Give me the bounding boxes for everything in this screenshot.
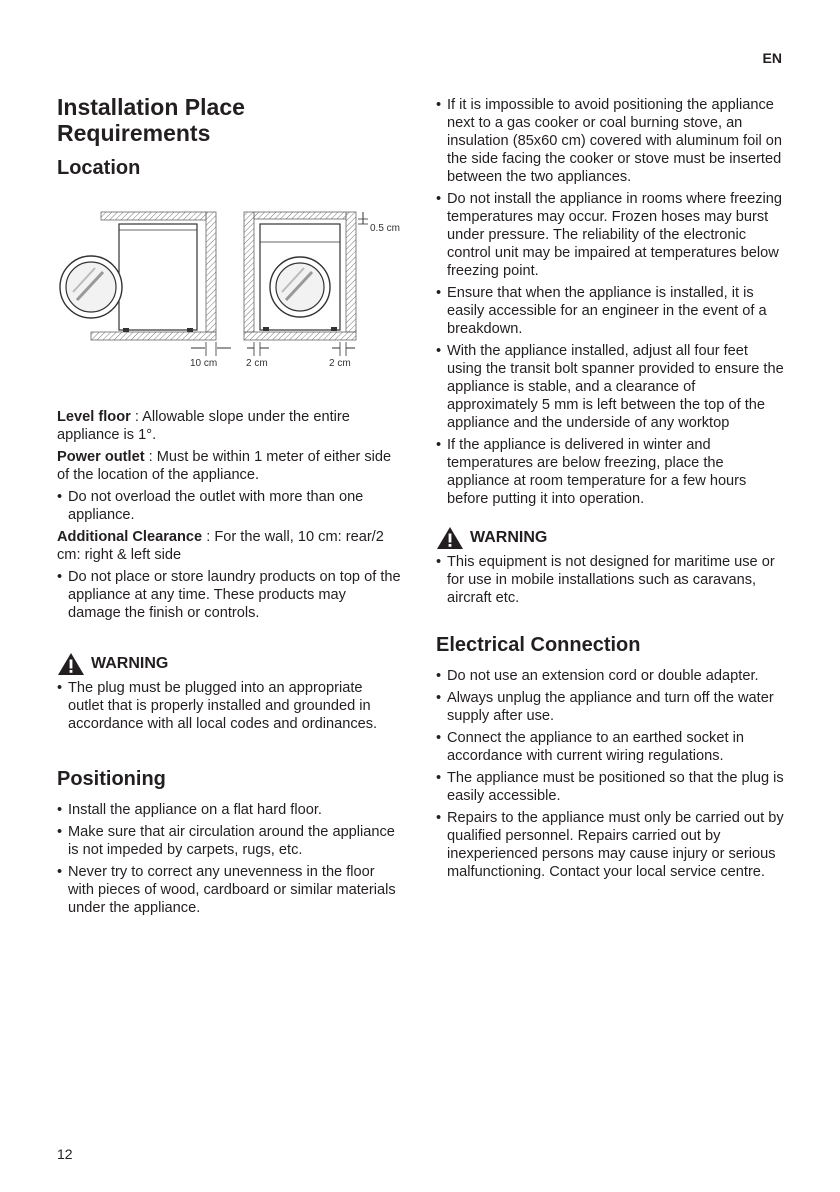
label-right-clearance: 2 cm — [329, 358, 351, 369]
level-floor-label: Level floor — [57, 409, 131, 425]
list-item: • Ensure that when the appliance is installed, it is easily accessible for an engineer in the event of a breakdown. — [436, 284, 786, 338]
list-item: • Never try to correct any unevenness in the floor with pieces of wood, cardboard or similar materials under the appliance. — [57, 863, 402, 917]
warning-list — [436, 553, 786, 607]
warning-title: WARNING — [470, 529, 548, 546]
label-left-clearance: 2 cm — [246, 358, 268, 369]
warning-title: WARNING — [91, 655, 169, 672]
page-title: Installation Place Requirements — [57, 94, 245, 146]
level-floor-text — [57, 408, 402, 444]
list-item: • Do not use an extension cord or double adapter. — [436, 667, 786, 685]
page-number: 12 — [57, 1146, 73, 1162]
power-outlet-text — [57, 448, 402, 484]
clearance-desc: : For the wall, 10 cm: rear/2 cm: right & left side — [57, 529, 384, 563]
location-heading: Location — [57, 157, 141, 179]
warning-list — [57, 679, 402, 733]
label-top-clearance: 0.5 cm — [370, 223, 401, 234]
list-item: • Make sure that air circulation around the appliance is not impeded by carpets, rugs, etc. — [57, 823, 402, 859]
power-outlet-desc: : Must be within 1 meter of either side of the location of the appliance. — [57, 449, 392, 483]
clearance-label: Additional Clearance — [57, 529, 203, 545]
list-item: • With the appliance installed, adjust all four feet using the transit bolt spanner provided to ensure the appliance is stable, and a clearance of approximately 5 mm is left between the top of the appliance and the underside of any worktop — [436, 342, 786, 432]
list-item: • The plug must be plugged into an appropriate outlet that is properly installed and grounded in accordance with all local codes and ordinances. — [57, 679, 402, 733]
language-code: EN — [762, 50, 782, 66]
list-item: • Connect the appliance to an earthed socket in accordance with current wiring regulations. — [436, 729, 786, 765]
left-column — [57, 94, 402, 921]
electrical-list — [436, 667, 786, 881]
list-item: • If the appliance is delivered in winter and temperatures are below freezing, place the appliance at room temperature for a few hours before putting it into operation. — [436, 436, 786, 508]
installation-clearance-diagram — [57, 210, 407, 370]
warning-heading — [436, 526, 786, 550]
list-item: • Always unplug the appliance and turn off the water supply after use. — [436, 689, 786, 725]
clearance-text — [57, 528, 402, 564]
front-view-illustration — [244, 212, 368, 356]
side-view-illustration — [60, 212, 231, 356]
list-item: • Do not place or store laundry products on top of the appliance at any time. These products may damage the finish or controls. — [57, 568, 402, 622]
warning-triangle-icon — [57, 652, 85, 676]
warning-triangle-icon — [436, 526, 464, 550]
list-item: • Install the appliance on a flat hard floor. — [57, 801, 402, 819]
list-item: • If it is impossible to avoid positioning the appliance next to a gas cooker or coal burning stove, an insulation (85x60 cm) covered with aluminum foil on the side facing the cooker or stove must be inserted between the two appliances. — [436, 96, 786, 186]
list-item: • This equipment is not designed for maritime use or for use in mobile installations such as caravans, aircraft etc. — [436, 553, 786, 607]
list-item: • Do not overload the outlet with more than one appliance. — [57, 488, 402, 524]
list-item: • Repairs to the appliance must only be carried out by qualified personnel. Repairs carried out by inexperienced persons may cause injury or serious malfunctioning. Contact your local service centre. — [436, 809, 786, 881]
clearance-list — [57, 568, 402, 622]
positioning-heading: Positioning — [57, 768, 166, 790]
right-column — [436, 96, 786, 885]
label-rear-clearance: 10 cm — [190, 358, 218, 369]
level-floor-desc: : Allowable slope under the entire appliance is 1°. — [57, 409, 350, 443]
power-outlet-list — [57, 488, 402, 524]
warning-heading — [57, 652, 402, 676]
list-item: • Do not install the appliance in rooms where freezing temperatures may occur. Frozen hoses may burst under pressure. The reliability of the electronic control unit may be impaired at temperatures below freezing point. — [436, 190, 786, 280]
list-item: • The appliance must be positioned so that the plug is easily accessible. — [436, 769, 786, 805]
electrical-heading: Electrical Connection — [436, 634, 641, 656]
installation-list — [436, 96, 786, 508]
power-outlet-label: Power outlet — [57, 449, 145, 465]
positioning-list — [57, 801, 402, 917]
